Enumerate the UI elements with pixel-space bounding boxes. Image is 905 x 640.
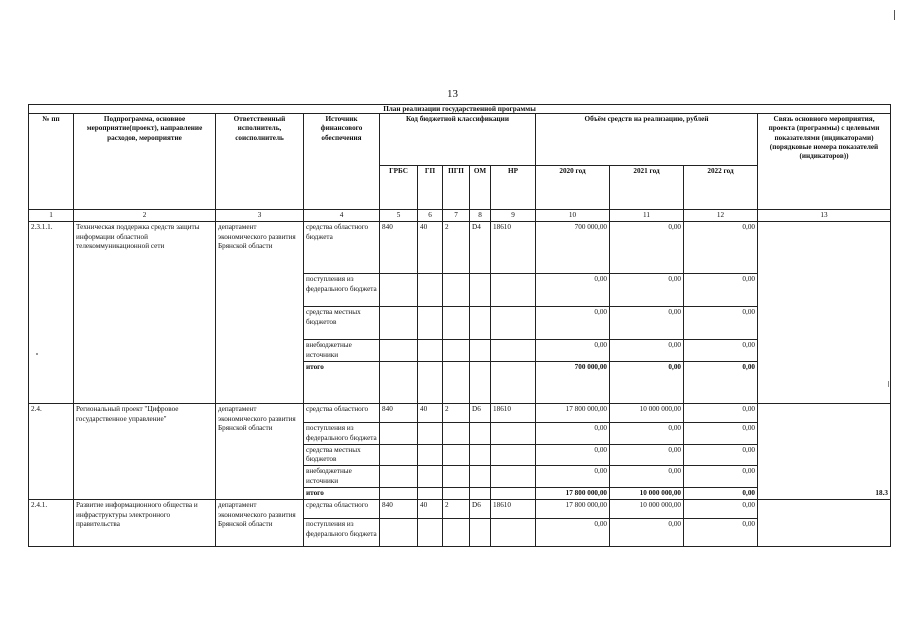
cell-y2021: 0,00 bbox=[610, 423, 684, 445]
cell-y2020: 700 000,00 bbox=[536, 222, 610, 274]
header-num: № пп bbox=[29, 114, 74, 210]
cell-pgp bbox=[443, 307, 470, 340]
cell-y2021: 0,00 bbox=[610, 362, 684, 404]
cell-y2022: 0,00 bbox=[684, 444, 758, 466]
cell-om bbox=[470, 340, 491, 362]
cell-om bbox=[470, 466, 491, 488]
col-number: 2 bbox=[74, 210, 216, 222]
cell-np bbox=[491, 488, 536, 500]
scan-edge-mark bbox=[894, 10, 895, 20]
cell-pgp: 2 bbox=[443, 500, 470, 519]
cell-grbs: 840 bbox=[380, 500, 418, 519]
cell-gp bbox=[418, 423, 443, 445]
cell-source: средства областного bbox=[304, 404, 380, 423]
table-body bbox=[29, 222, 891, 547]
cell-np: 18610 bbox=[491, 500, 536, 519]
cell-y2020: 0,00 bbox=[536, 444, 610, 466]
cell-y2021: 10 000 000,00 bbox=[610, 500, 684, 519]
header-pgp: ПГП bbox=[443, 166, 470, 210]
col-number: 10 bbox=[536, 210, 610, 222]
cell-om bbox=[470, 488, 491, 500]
cell-y2022: 0,00 bbox=[684, 340, 758, 362]
cell-source: средства областного bbox=[304, 500, 380, 519]
header-om: ОМ bbox=[470, 166, 491, 210]
cell-grbs bbox=[380, 362, 418, 404]
cell-y2020: 0,00 bbox=[536, 466, 610, 488]
cell-grbs: 840 bbox=[380, 222, 418, 274]
cell-gp: 40 bbox=[418, 500, 443, 519]
program-plan-table bbox=[28, 104, 891, 547]
item-link bbox=[758, 500, 891, 547]
cell-pgp: 2 bbox=[443, 404, 470, 423]
cell-pgp bbox=[443, 488, 470, 500]
cell-np bbox=[491, 340, 536, 362]
cell-y2022: 0,00 bbox=[684, 423, 758, 445]
cell-om bbox=[470, 423, 491, 445]
cell-om bbox=[470, 274, 491, 307]
cell-om: D4 bbox=[470, 222, 491, 274]
item-link bbox=[758, 222, 891, 404]
cell-y2022: 0,00 bbox=[684, 362, 758, 404]
cell-y2022: 0,00 bbox=[684, 519, 758, 547]
cell-pgp bbox=[443, 423, 470, 445]
cell-source: поступления из федерального бюджета bbox=[304, 274, 380, 307]
cell-y2021: 0,00 bbox=[610, 519, 684, 547]
cell-gp bbox=[418, 307, 443, 340]
cell-om: D6 bbox=[470, 500, 491, 519]
item-link: 18.3 bbox=[758, 404, 891, 500]
cell-source: поступления из федерального бюджета bbox=[304, 519, 380, 547]
header-executor: Ответственный исполнитель, соисполнитель bbox=[216, 114, 304, 210]
item-name: Техническая поддержка средств защиты информации областной телекоммуникационной сети bbox=[74, 222, 216, 404]
col-number: 7 bbox=[443, 210, 470, 222]
col-number: 9 bbox=[491, 210, 536, 222]
column-number-row bbox=[29, 210, 891, 222]
cell-np bbox=[491, 274, 536, 307]
col-number: 5 bbox=[380, 210, 418, 222]
cell-pgp bbox=[443, 340, 470, 362]
header-subprogram: Подпрограмма, основное мероприятие(проект), направление расходов, мероприятие bbox=[74, 114, 216, 210]
item-executor: департамент экономического развития Брянской области bbox=[216, 404, 304, 500]
cell-np bbox=[491, 519, 536, 547]
cell-gp: 40 bbox=[418, 222, 443, 274]
cell-y2022: 0,00 bbox=[684, 307, 758, 340]
cell-np bbox=[491, 423, 536, 445]
cell-y2022: 0,00 bbox=[684, 274, 758, 307]
cell-y2020: 700 000,00 bbox=[536, 362, 610, 404]
col-number: 3 bbox=[216, 210, 304, 222]
cell-gp bbox=[418, 488, 443, 500]
cell-source: внебюджетные источники bbox=[304, 466, 380, 488]
item-number: 2.3.1.1. bbox=[29, 222, 74, 404]
header-link: Связь основного мероприятия, проекта (программы) с целевыми показателями (индикаторами) (порядковые номера показателей (индикаторов)) bbox=[758, 114, 891, 210]
cell-pgp: 2 bbox=[443, 222, 470, 274]
cell-y2022: 0,00 bbox=[684, 222, 758, 274]
cell-y2020: 17 800 000,00 bbox=[536, 488, 610, 500]
cell-np: 18610 bbox=[491, 222, 536, 274]
cell-source: поступления из федерального бюджета bbox=[304, 423, 380, 445]
cell-y2020: 0,00 bbox=[536, 340, 610, 362]
cell-y2022: 0,00 bbox=[684, 466, 758, 488]
cell-gp bbox=[418, 444, 443, 466]
cell-gp bbox=[418, 340, 443, 362]
cell-pgp bbox=[443, 519, 470, 547]
cell-y2020: 0,00 bbox=[536, 274, 610, 307]
page-number: 13 bbox=[447, 88, 458, 100]
cell-y2021: 0,00 bbox=[610, 466, 684, 488]
col-number: 12 bbox=[684, 210, 758, 222]
cell-y2021: 0,00 bbox=[610, 274, 684, 307]
cell-y2022: 0,00 bbox=[684, 488, 758, 500]
cell-y2020: 17 800 000,00 bbox=[536, 404, 610, 423]
table-banner: План реализации государственной программы bbox=[29, 105, 891, 114]
col-number: 11 bbox=[610, 210, 684, 222]
cell-pgp bbox=[443, 466, 470, 488]
header-np: НР bbox=[491, 166, 536, 210]
col-number: 4 bbox=[304, 210, 380, 222]
cell-grbs bbox=[380, 307, 418, 340]
cell-y2021: 10 000 000,00 bbox=[610, 488, 684, 500]
col-number: 8 bbox=[470, 210, 491, 222]
cell-gp bbox=[418, 274, 443, 307]
cell-om bbox=[470, 444, 491, 466]
cell-np bbox=[491, 466, 536, 488]
cell-gp: 40 bbox=[418, 404, 443, 423]
table-row bbox=[29, 404, 891, 423]
cell-pgp bbox=[443, 362, 470, 404]
table-row bbox=[29, 222, 891, 274]
cell-np: 18610 bbox=[491, 404, 536, 423]
cell-gp bbox=[418, 466, 443, 488]
cell-grbs bbox=[380, 274, 418, 307]
cell-y2021: 0,00 bbox=[610, 307, 684, 340]
col-number: 1 bbox=[29, 210, 74, 222]
cell-np bbox=[491, 362, 536, 404]
cell-grbs: 840 bbox=[380, 404, 418, 423]
cell-om bbox=[470, 362, 491, 404]
item-number: 2.4.1. bbox=[29, 500, 74, 547]
cell-y2020: 0,00 bbox=[536, 519, 610, 547]
header-2022: 2022 год bbox=[684, 166, 758, 210]
cell-y2020: 0,00 bbox=[536, 423, 610, 445]
cell-y2021: 0,00 bbox=[610, 340, 684, 362]
cell-source: итого bbox=[304, 488, 380, 500]
cell-source: средства местных бюджетов bbox=[304, 307, 380, 340]
cell-grbs bbox=[380, 444, 418, 466]
cell-source: средства областного бюджета bbox=[304, 222, 380, 274]
item-number: 2.4. bbox=[29, 404, 74, 500]
cell-grbs bbox=[380, 340, 418, 362]
cell-source: внебюджетные источники bbox=[304, 340, 380, 362]
cell-np bbox=[491, 307, 536, 340]
header-2020: 2020 год bbox=[536, 166, 610, 210]
cell-source: итого bbox=[304, 362, 380, 404]
cell-om: D6 bbox=[470, 404, 491, 423]
cell-grbs bbox=[380, 488, 418, 500]
cell-y2022: 0,00 bbox=[684, 404, 758, 423]
item-name: Региональный проект "Цифровое государственное управление" bbox=[74, 404, 216, 500]
cell-y2021: 0,00 bbox=[610, 222, 684, 274]
header-gp: ГП bbox=[418, 166, 443, 210]
cell-source: средства местных бюджетов bbox=[304, 444, 380, 466]
cell-np bbox=[491, 444, 536, 466]
cell-grbs bbox=[380, 423, 418, 445]
cell-y2021: 0,00 bbox=[610, 444, 684, 466]
item-executor: департамент экономического развития Брянской области bbox=[216, 500, 304, 547]
cell-gp bbox=[418, 362, 443, 404]
item-name: Развитие информационного общества и инфраструктуры электронного правительства bbox=[74, 500, 216, 547]
item-executor: департамент экономического развития Брянской области bbox=[216, 222, 304, 404]
cell-om bbox=[470, 519, 491, 547]
cell-pgp bbox=[443, 444, 470, 466]
header-budget-code: Код бюджетной классификации bbox=[380, 114, 536, 166]
header-grbs: ГРБС bbox=[380, 166, 418, 210]
cell-om bbox=[470, 307, 491, 340]
col-number: 6 bbox=[418, 210, 443, 222]
cell-grbs bbox=[380, 466, 418, 488]
header-source: Источник финансового обеспечения bbox=[304, 114, 380, 210]
cell-y2021: 10 000 000,00 bbox=[610, 404, 684, 423]
header-volume: Объём средств на реализацию, рублей bbox=[536, 114, 758, 166]
table-row bbox=[29, 500, 891, 519]
cell-y2022: 0,00 bbox=[684, 500, 758, 519]
cell-y2020: 0,00 bbox=[536, 307, 610, 340]
cell-gp bbox=[418, 519, 443, 547]
col-number: 13 bbox=[758, 210, 891, 222]
header-2021: 2021 год bbox=[610, 166, 684, 210]
cell-pgp bbox=[443, 274, 470, 307]
cell-y2020: 17 800 000,00 bbox=[536, 500, 610, 519]
cell-grbs bbox=[380, 519, 418, 547]
